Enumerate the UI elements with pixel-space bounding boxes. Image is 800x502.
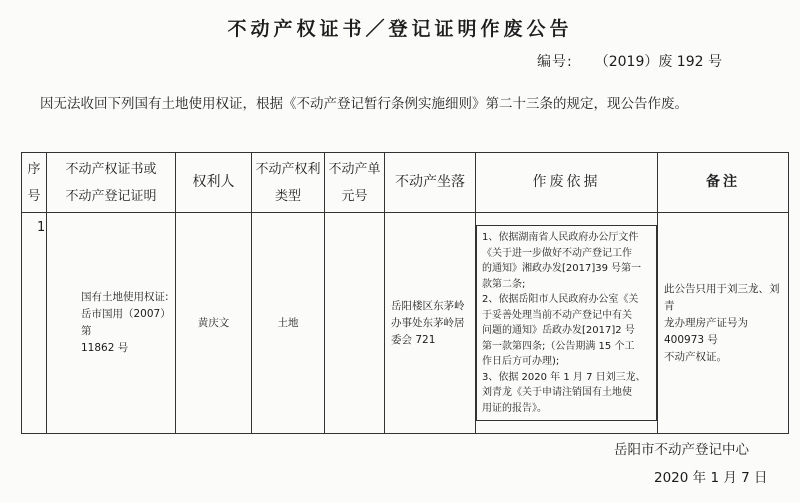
header-seq (22, 153, 47, 213)
cell-cert-line1: 国有土地使用权证: (81, 291, 169, 303)
basis-line: 刘青龙《关于申请注销国有土地使 (482, 387, 632, 398)
header-right-type (252, 153, 325, 213)
basis-line: 2、依据岳阳市人民政府办公室《关 (482, 294, 639, 305)
cell-basis (476, 213, 658, 434)
basis-line: 作日后方可办理); (482, 356, 560, 367)
cell-note-line2: 龙办理房产证号为 400973 号 (664, 316, 748, 346)
cell-note-line1: 此公告只用于刘三龙、刘青 (664, 282, 780, 312)
basis-line: 3、依据 2020 年 1 月 7 日刘三龙、 (482, 371, 646, 383)
cell-cert-line3: 11862 号 (81, 342, 129, 354)
basis-line: 第一款第四条;（公告期满 15 个工 (482, 340, 635, 352)
header-cert (47, 153, 176, 213)
header-right-type-line1: 不动产权利 (255, 161, 321, 177)
notice-title: 不动产权证书／登记证明作废公告 (227, 18, 573, 40)
issuing-organization: 岳阳市不动产登记中心 (614, 442, 749, 458)
header-cert-line2: 不动产登记证明 (65, 188, 157, 204)
table-row (22, 213, 789, 434)
cell-location (385, 213, 476, 434)
cell-cert-line2: 岳市国用（2007）第 (81, 308, 171, 337)
header-unit-no-line1: 不动产单 (328, 161, 381, 177)
cell-note-line3: 不动产权证。 (664, 350, 727, 363)
basis-line: 的通知》湘政办发[2017]39 号第一 (482, 263, 642, 274)
header-unit-no-line2: 元号 (341, 188, 368, 204)
basis-line: 《关于进一步做好不动产登记工作 (482, 247, 632, 259)
cell-cert (47, 213, 176, 434)
void-certificate-table (21, 152, 789, 434)
basis-line: 于妥善处理当前不动产登记中有关 (482, 309, 632, 321)
header-cert-line1: 不动产权证书或 (65, 161, 157, 177)
cell-location-line3: 委会 721 (391, 333, 436, 346)
doc-number (537, 51, 722, 71)
cell-unit-no (325, 213, 385, 434)
cell-right-type: 土地 (252, 213, 325, 434)
header-right-type-line2: 类型 (274, 188, 301, 204)
basis-line: 1、依据湖南省人民政府办公厅文件 (482, 232, 639, 243)
header-note: 备注 (658, 153, 789, 213)
doc-number-label: 编号: (537, 54, 573, 70)
table-header-row (22, 153, 789, 213)
basis-line: 用证的报告》。 (482, 402, 547, 414)
header-basis: 作废依据 (476, 153, 658, 213)
header-unit-no (325, 153, 385, 213)
intro-text: 因无法收回下列国有土地使用权证，根据《不动产登记暂行条例实施细则》第二十三条的规定，现公告作废。 (40, 96, 688, 112)
cell-holder: 黄庆文 (176, 213, 252, 434)
basis-line: 款第二条; (482, 278, 526, 290)
basis-line: 问题的通知》岳政办发[2017]2 号 (482, 325, 635, 336)
cell-location-line2: 办事处东茅岭居 (391, 316, 465, 329)
header-seq-line1: 序 (27, 161, 41, 177)
doc-number-value: （2019）废 192 号 (594, 54, 722, 70)
issue-date: 2020 年 1 月 7 日 (654, 470, 768, 486)
basis-box (476, 225, 657, 421)
header-seq-line2: 号 (27, 188, 41, 204)
cell-location-line1: 岳阳楼区东茅岭 (391, 299, 465, 312)
cell-seq: 1 (22, 213, 47, 434)
header-location: 不动产坐落 (385, 153, 476, 213)
cell-note (658, 213, 789, 434)
header-holder: 权利人 (176, 153, 252, 213)
